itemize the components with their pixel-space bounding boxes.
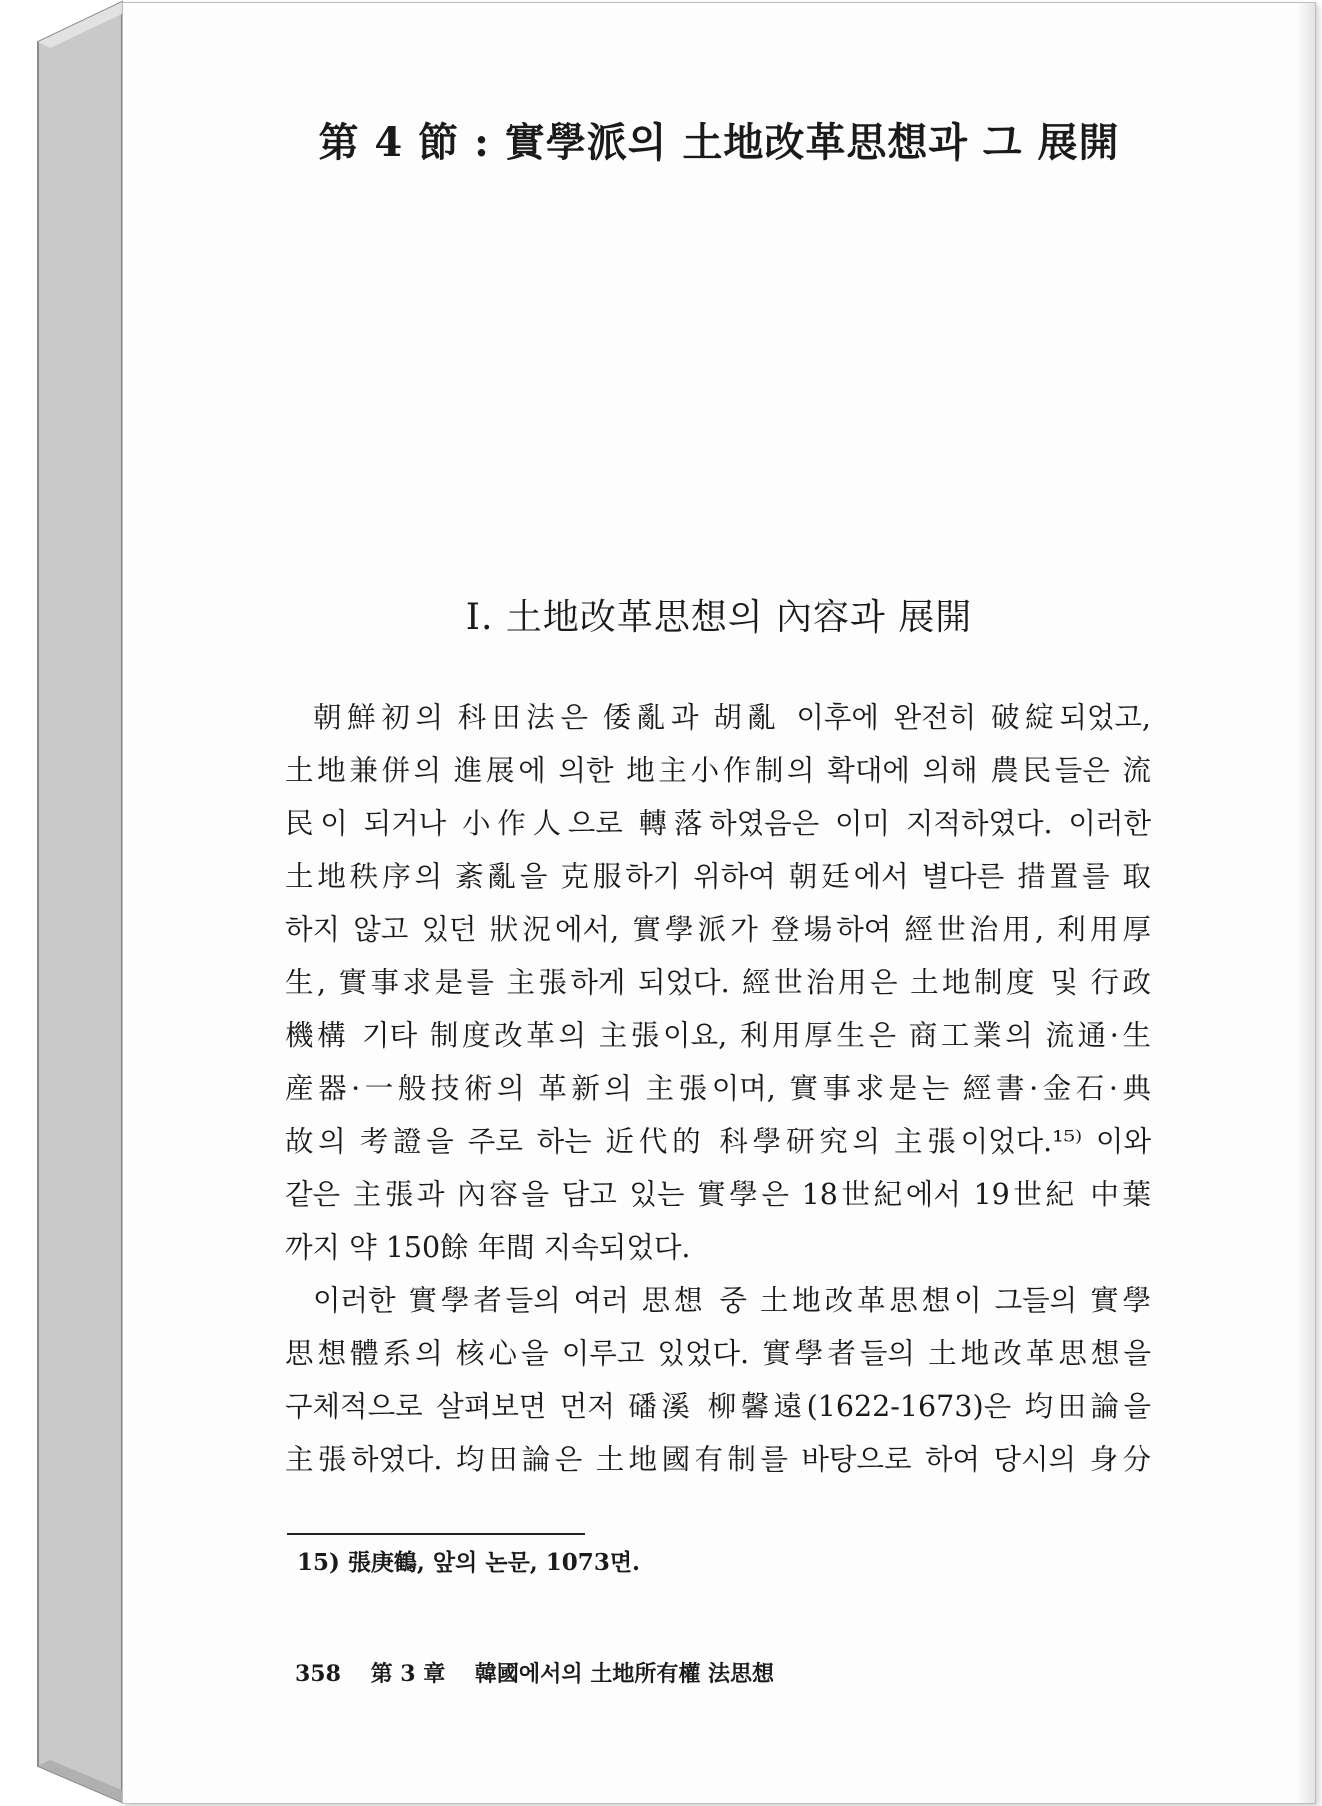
body-line: 구체적으로 살펴보면 먼저 磻溪 柳馨遠(1622-1673)은 均田論을 xyxy=(285,1390,1151,1423)
body-line: 民이 되거나 小作人으로 轉落하였음은 이미 지적하였다. 이러한 xyxy=(285,807,1151,840)
page-number: 358 xyxy=(295,1661,341,1687)
body-line: 産器·一般技術의 革新의 主張이며, 實事求是는 經書·金石·典 xyxy=(285,1072,1151,1105)
page-footer xyxy=(295,1657,796,1688)
body-line: 土地秩序의 紊亂을 克服하기 위하여 朝廷에서 별다른 措置를 取 xyxy=(285,860,1151,893)
body-text xyxy=(285,691,1151,1486)
body-line: 같은 主張과 內容을 담고 있는 實學은 18世紀에서 19世紀 中葉 xyxy=(285,1178,1151,1211)
page-edge-shadow xyxy=(1297,3,1315,1803)
body-line: 까지 약 150餘 年間 지속되었다. xyxy=(285,1231,691,1264)
body-line: 하지 않고 있던 狀況에서, 實學派가 登場하여 經世治用, 利用厚 xyxy=(285,913,1151,946)
book-spine-shape xyxy=(0,0,140,1806)
section-title: 第 4 節 : 實學派의 土地改革思想과 그 展開 xyxy=(318,119,1120,166)
body-line: 이러한 實學者들의 여러 思想 중 土地改革思想이 그들의 實學 xyxy=(313,1284,1151,1317)
document-page xyxy=(122,2,1316,1804)
subsection-title: Ⅰ. 土地改革思想의 內容과 展開 xyxy=(465,597,973,638)
footnote-divider xyxy=(287,1533,585,1535)
body-line: 思想體系의 核心을 이루고 있었다. 實學者들의 土地改革思想을 xyxy=(285,1337,1151,1370)
body-line: 機構 기타 制度改革의 主張이요, 利用厚生은 商工業의 流通·生 xyxy=(285,1019,1151,1052)
footer-chapter-title: 韓國에서의 土地所有權 法思想 xyxy=(474,1661,774,1687)
body-line: 朝鮮初의 科田法은 倭亂과 胡亂 이후에 완전히 破綻되었고, xyxy=(313,701,1151,734)
body-line: 土地兼併의 進展에 의한 地主小作制의 확대에 의해 農民들은 流 xyxy=(285,754,1151,787)
footer-chapter: 第 3 章 xyxy=(370,1661,446,1687)
body-line: 主張하였다. 均田論은 土地國有制를 바탕으로 하여 당시의 身分 xyxy=(285,1443,1151,1476)
body-line: 生, 實事求是를 主張하게 되었다. 經世治用은 土地制度 및 行政 xyxy=(285,966,1151,999)
body-line: 故의 考證을 주로 하는 近代的 科學研究의 主張이었다.¹⁵⁾ 이와 xyxy=(285,1125,1151,1158)
footnote-text: 15) 張庚鶴, 앞의 논문, 1073면. xyxy=(297,1549,641,1576)
